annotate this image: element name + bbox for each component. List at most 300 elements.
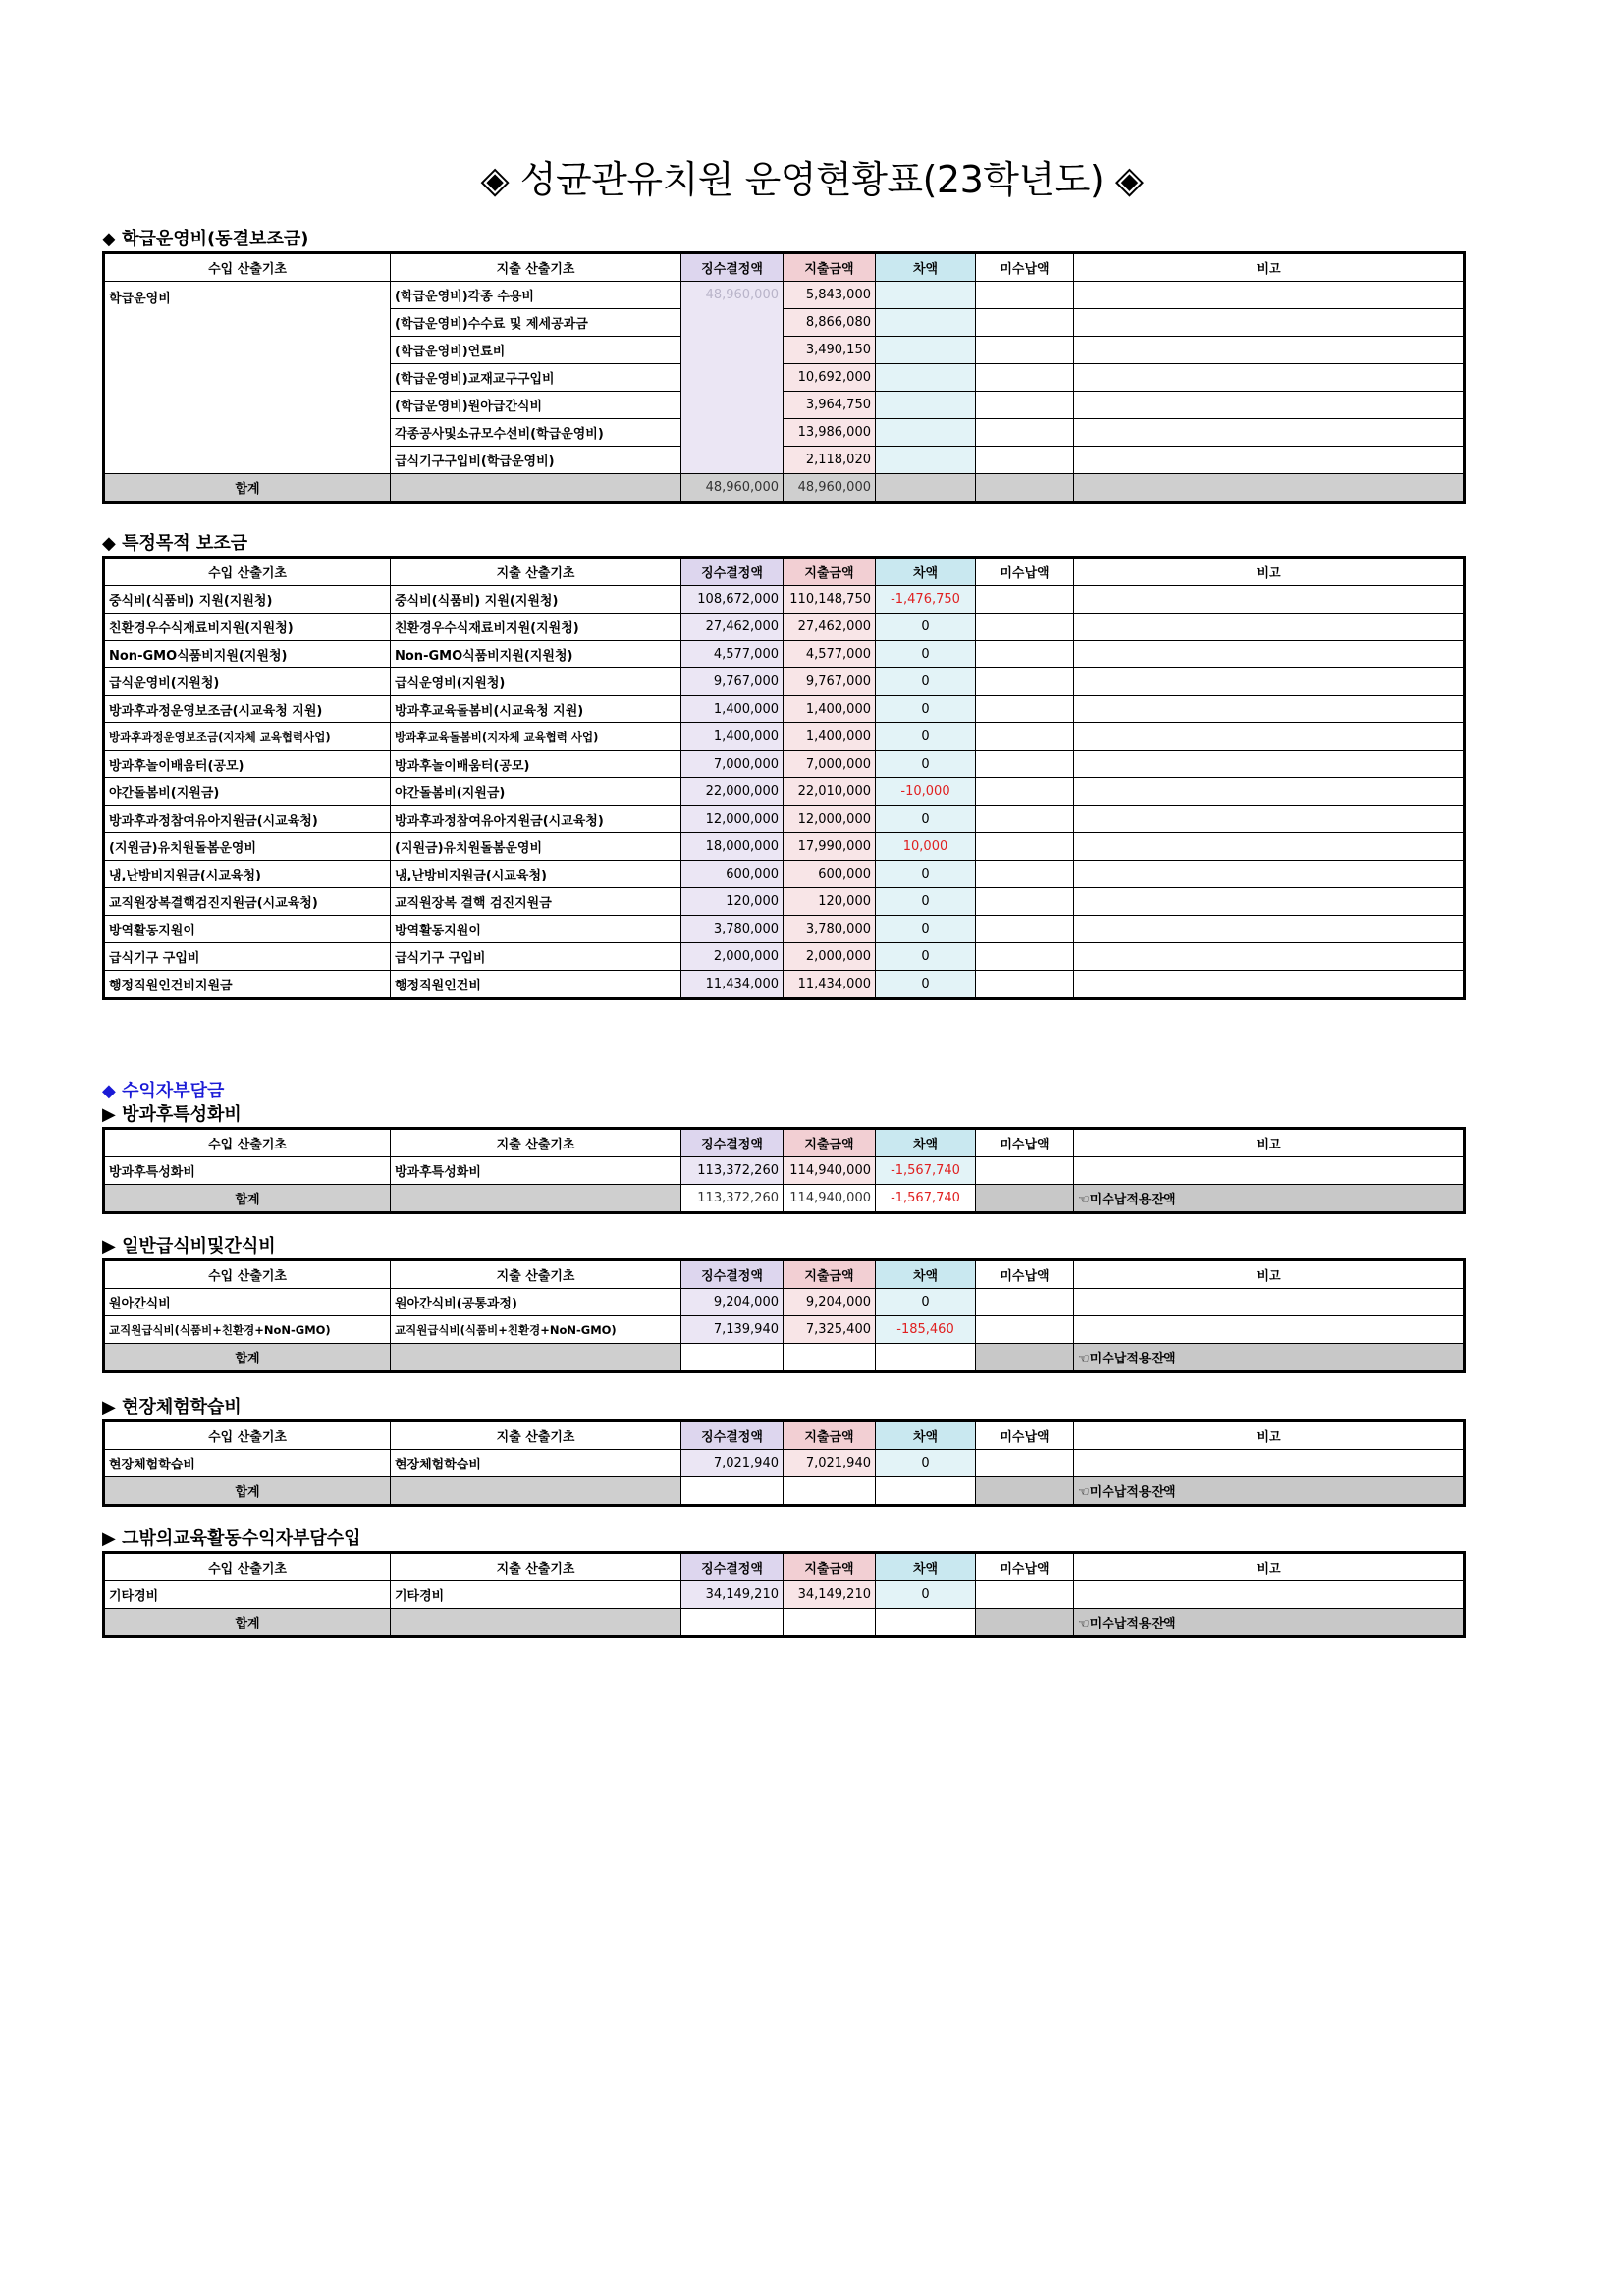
- note-cell: [1074, 614, 1465, 641]
- total-settled: [681, 1477, 784, 1506]
- settled-cell: 7,139,940: [681, 1316, 784, 1344]
- income-cell: 방과후과정운영보조금(지자체 교육협력사업): [104, 723, 391, 751]
- diff-cell: 0: [876, 861, 976, 888]
- spent-cell: 17,990,000: [784, 833, 876, 861]
- header-income: 수입 산출기초: [104, 1421, 391, 1450]
- diff-cell: 0: [876, 668, 976, 696]
- expense-cell: (학급운영비)교재교구구입비: [391, 364, 681, 392]
- income-cell: 냉,난방비지원금(시교육청): [104, 861, 391, 888]
- spent-cell: 3,490,150: [784, 337, 876, 364]
- subsection-other: [102, 1527, 1463, 1638]
- unpaid-cell: [976, 778, 1074, 806]
- total-row: [104, 1185, 1465, 1213]
- header-income: 수입 산출기초: [104, 1553, 391, 1581]
- header-unpaid: 미수납액: [976, 1129, 1074, 1157]
- meals-table: [102, 1258, 1466, 1373]
- header-spent: 지출금액: [784, 1421, 876, 1450]
- section-title: ◆ 특정목적 보조금: [102, 533, 248, 554]
- total-settled: 48,960,000: [681, 474, 784, 503]
- unpaid-cell: [976, 1450, 1074, 1477]
- note-cell: [1074, 888, 1465, 916]
- spent-cell: 22,010,000: [784, 778, 876, 806]
- table-row: [104, 668, 1465, 696]
- unpaid-cell: [976, 1316, 1074, 1344]
- expense-cell: 행정직원인건비: [391, 971, 681, 999]
- table-row: [104, 586, 1465, 614]
- expense-cell: 친환경우수식재료비지원(지원청): [391, 614, 681, 641]
- note-cell: [1074, 586, 1465, 614]
- unpaid-cell: [976, 723, 1074, 751]
- table-row: [104, 943, 1465, 971]
- diff-cell: [876, 419, 976, 447]
- income-cell: 방과후놀이배움터(공모): [104, 751, 391, 778]
- note-cell: [1074, 1581, 1465, 1609]
- unpaid-cell: [976, 833, 1074, 861]
- header-expense: 지출 산출기초: [391, 253, 681, 282]
- total-row: [104, 1477, 1465, 1506]
- section-title: ◆ 수익자부담금: [102, 1081, 225, 1101]
- diff-cell: 0: [876, 614, 976, 641]
- header-row: [104, 253, 1465, 282]
- header-note: 비고: [1074, 558, 1465, 586]
- income-cell: 급식운영비(지원청): [104, 668, 391, 696]
- income-cell: (지원금)유치원돌봄운영비: [104, 833, 391, 861]
- header-note: 비고: [1074, 1260, 1465, 1289]
- spent-cell: 3,964,750: [784, 392, 876, 419]
- header-diff: 차액: [876, 1260, 976, 1289]
- income-cell: 방역활동지원이: [104, 916, 391, 943]
- header-spent: 지출금액: [784, 253, 876, 282]
- unpaid-cell: [976, 614, 1074, 641]
- note-cell: [1074, 337, 1465, 364]
- income-cell: 방과후특성화비: [104, 1157, 391, 1185]
- subsection-title: ▶ 일반급식비및간식비: [102, 1236, 276, 1256]
- header-settled: 징수결정액: [681, 1260, 784, 1289]
- table-row: [104, 696, 1465, 723]
- unpaid-cell: [976, 1157, 1074, 1185]
- settled-cell: 4,577,000: [681, 641, 784, 668]
- settled-cell: 11,434,000: [681, 971, 784, 999]
- header-expense: 지출 산출기초: [391, 1553, 681, 1581]
- expense-cell: 급식기구구입비(학급운영비): [391, 447, 681, 474]
- total-expense-cell: [391, 1185, 681, 1213]
- table-row: [104, 751, 1465, 778]
- table-row: [104, 1289, 1465, 1316]
- expense-cell: 중식비(식품비) 지원(지원청): [391, 586, 681, 614]
- expense-cell: (학급운영비)원아급간식비: [391, 392, 681, 419]
- spent-cell: 4,577,000: [784, 641, 876, 668]
- diff-cell: 0: [876, 971, 976, 999]
- total-expense-cell: [391, 1344, 681, 1372]
- note-cell: [1074, 696, 1465, 723]
- diff-cell: 0: [876, 1450, 976, 1477]
- header-diff: 차액: [876, 1553, 976, 1581]
- spent-cell: 8,866,080: [784, 309, 876, 337]
- total-expense-cell: [391, 1477, 681, 1506]
- other-activities-table: [102, 1551, 1466, 1638]
- diff-cell: 0: [876, 1581, 976, 1609]
- spent-cell: 120,000: [784, 888, 876, 916]
- unpaid-cell: [976, 943, 1074, 971]
- unpaid-cell: [976, 309, 1074, 337]
- note-cell: [1074, 806, 1465, 833]
- total-expense-cell: [391, 1609, 681, 1637]
- note-cell: [1074, 833, 1465, 861]
- expense-cell: 교직원급식비(식품비+친환경+NoN-GMO): [391, 1316, 681, 1344]
- total-diff: -1,567,740: [876, 1185, 976, 1213]
- diff-cell: 10,000: [876, 833, 976, 861]
- unpaid-cell: [976, 447, 1074, 474]
- table-row: [104, 778, 1465, 806]
- total-settled: [681, 1609, 784, 1637]
- expense-cell: (학급운영비)연료비: [391, 337, 681, 364]
- income-cell: 행정직원인건비지원금: [104, 971, 391, 999]
- unpaid-note: ☜미수납적용잔액: [1074, 1185, 1465, 1213]
- settled-cell: 9,204,000: [681, 1289, 784, 1316]
- table-row: [104, 723, 1465, 751]
- class-operation-table: [102, 251, 1466, 504]
- unpaid-cell: [976, 392, 1074, 419]
- income-cell: 교직원장복결핵검진지원금(시교육청): [104, 888, 391, 916]
- total-label: 합계: [104, 1185, 391, 1213]
- total-settled: 113,372,260: [681, 1185, 784, 1213]
- income-cell: 방과후과정운영보조금(시교육청 지원): [104, 696, 391, 723]
- settled-cell: 22,000,000: [681, 778, 784, 806]
- total-spent: 114,940,000: [784, 1185, 876, 1213]
- settled-cell: 1,400,000: [681, 696, 784, 723]
- total-label: 합계: [104, 1344, 391, 1372]
- total-spent: [784, 1344, 876, 1372]
- total-diff: [876, 474, 976, 503]
- note-cell: [1074, 1289, 1465, 1316]
- expense-cell: 냉,난방비지원금(시교육청): [391, 861, 681, 888]
- header-income: 수입 산출기초: [104, 1129, 391, 1157]
- diff-cell: -1,567,740: [876, 1157, 976, 1185]
- diff-cell: 0: [876, 641, 976, 668]
- note-cell: [1074, 943, 1465, 971]
- total-settled: [681, 1344, 784, 1372]
- spent-cell: 5,843,000: [784, 282, 876, 309]
- settled-faint-value: 48,960,000: [705, 288, 779, 302]
- diff-cell: [876, 282, 976, 309]
- spent-cell: 2,118,020: [784, 447, 876, 474]
- header-expense: 지출 산출기초: [391, 1129, 681, 1157]
- table-row: [104, 833, 1465, 861]
- total-row: [104, 1609, 1465, 1637]
- expense-cell: (학급운영비)수수료 및 제세공과금: [391, 309, 681, 337]
- income-cell: 학급운영비: [104, 282, 391, 474]
- total-row: [104, 474, 1465, 503]
- unpaid-cell: [976, 668, 1074, 696]
- note-cell: [1074, 861, 1465, 888]
- unpaid-note: ☜미수납적용잔액: [1074, 1477, 1465, 1506]
- settled-cell: 34,149,210: [681, 1581, 784, 1609]
- section-class-operation: [102, 228, 1463, 504]
- header-row: [104, 1129, 1465, 1157]
- unpaid-cell: [976, 641, 1074, 668]
- settled-cell: 27,462,000: [681, 614, 784, 641]
- table-row: [104, 1450, 1465, 1477]
- unpaid-cell: [976, 971, 1074, 999]
- header-spent: 지출금액: [784, 1553, 876, 1581]
- table-row: [104, 282, 1465, 309]
- spent-cell: 3,780,000: [784, 916, 876, 943]
- table-row: [104, 861, 1465, 888]
- header-settled: 징수결정액: [681, 1129, 784, 1157]
- header-unpaid: 미수납액: [976, 1553, 1074, 1581]
- settled-cell: 7,021,940: [681, 1450, 784, 1477]
- spent-cell: 10,692,000: [784, 364, 876, 392]
- settled-cell: 108,672,000: [681, 586, 784, 614]
- settled-cell: 113,372,260: [681, 1157, 784, 1185]
- header-row: [104, 1553, 1465, 1581]
- income-cell: 방과후과정참여유아지원금(시교육청): [104, 806, 391, 833]
- header-spent: 지출금액: [784, 1260, 876, 1289]
- table-row: [104, 806, 1465, 833]
- unpaid-cell: [976, 888, 1074, 916]
- spent-cell: 114,940,000: [784, 1157, 876, 1185]
- header-spent: 지출금액: [784, 558, 876, 586]
- total-spent: 48,960,000: [784, 474, 876, 503]
- expense-cell: 급식운영비(지원청): [391, 668, 681, 696]
- note-cell: [1074, 1450, 1465, 1477]
- total-row: [104, 1344, 1465, 1372]
- expense-cell: 방과후교육돌봄비(지자체 교육협력 사업): [391, 723, 681, 751]
- total-diff: [876, 1344, 976, 1372]
- header-diff: 차액: [876, 1421, 976, 1450]
- diff-cell: 0: [876, 916, 976, 943]
- income-cell: 원아간식비: [104, 1289, 391, 1316]
- settled-cell: 12,000,000: [681, 806, 784, 833]
- header-settled: 징수결정액: [681, 558, 784, 586]
- note-cell: [1074, 668, 1465, 696]
- unpaid-cell: [976, 364, 1074, 392]
- table-row: [104, 916, 1465, 943]
- total-spent: [784, 1477, 876, 1506]
- income-cell: 중식비(식품비) 지원(지원청): [104, 586, 391, 614]
- total-unpaid: [976, 1344, 1074, 1372]
- diff-cell: [876, 337, 976, 364]
- expense-cell: 현장체험학습비: [391, 1450, 681, 1477]
- header-note: 비고: [1074, 1553, 1465, 1581]
- subsection-title: ▶ 그밖의교육활동수익자부담수입: [102, 1528, 361, 1549]
- settled-cell: 7,000,000: [681, 751, 784, 778]
- unpaid-cell: [976, 751, 1074, 778]
- diff-cell: 0: [876, 723, 976, 751]
- expense-cell: 방과후특성화비: [391, 1157, 681, 1185]
- total-unpaid: [976, 1477, 1074, 1506]
- income-cell: 친환경우수식재료비지원(지원청): [104, 614, 391, 641]
- header-row: [104, 1421, 1465, 1450]
- diff-cell: [876, 447, 976, 474]
- spent-cell: 1,400,000: [784, 723, 876, 751]
- total-note: [1074, 474, 1465, 503]
- total-unpaid: [976, 1609, 1074, 1637]
- expense-cell: 원아간식비(공통과정): [391, 1289, 681, 1316]
- unpaid-cell: [976, 696, 1074, 723]
- afterschool-table: [102, 1127, 1466, 1214]
- spent-cell: 11,434,000: [784, 971, 876, 999]
- note-cell: [1074, 392, 1465, 419]
- diff-cell: [876, 309, 976, 337]
- spent-cell: 2,000,000: [784, 943, 876, 971]
- unpaid-cell: [976, 419, 1074, 447]
- note-cell: [1074, 641, 1465, 668]
- total-expense-cell: [391, 474, 681, 503]
- expense-cell: (학급운영비)각종 수용비: [391, 282, 681, 309]
- header-settled: 징수결정액: [681, 1421, 784, 1450]
- settled-cell: 18,000,000: [681, 833, 784, 861]
- expense-cell: 방역활동지원이: [391, 916, 681, 943]
- header-settled: 징수결정액: [681, 1553, 784, 1581]
- header-note: 비고: [1074, 1421, 1465, 1450]
- note-cell: [1074, 419, 1465, 447]
- header-unpaid: 미수납액: [976, 1421, 1074, 1450]
- note-cell: [1074, 916, 1465, 943]
- unpaid-note: ☜미수납적용잔액: [1074, 1344, 1465, 1372]
- expense-cell: (지원금)유치원돌봄운영비: [391, 833, 681, 861]
- diff-cell: -10,000: [876, 778, 976, 806]
- header-unpaid: 미수납액: [976, 253, 1074, 282]
- settled-cell: 1,400,000: [681, 723, 784, 751]
- total-label: 합계: [104, 1609, 391, 1637]
- total-diff: [876, 1609, 976, 1637]
- header-income: 수입 산출기초: [104, 1260, 391, 1289]
- subsection-afterschool: [102, 1103, 1463, 1214]
- unpaid-cell: [976, 916, 1074, 943]
- income-cell: Non-GMO식품비지원(지원청): [104, 641, 391, 668]
- spent-cell: 27,462,000: [784, 614, 876, 641]
- subsection-meals: [102, 1235, 1463, 1373]
- note-cell: [1074, 447, 1465, 474]
- unpaid-cell: [976, 337, 1074, 364]
- header-unpaid: 미수납액: [976, 1260, 1074, 1289]
- total-unpaid: [976, 474, 1074, 503]
- header-income: 수입 산출기초: [104, 558, 391, 586]
- spent-cell: 110,148,750: [784, 586, 876, 614]
- spent-cell: 34,149,210: [784, 1581, 876, 1609]
- note-cell: [1074, 723, 1465, 751]
- table-row: [104, 1316, 1465, 1344]
- unpaid-cell: [976, 1289, 1074, 1316]
- spent-cell: 7,021,940: [784, 1450, 876, 1477]
- spent-cell: 9,204,000: [784, 1289, 876, 1316]
- diff-cell: [876, 392, 976, 419]
- settled-cell: [681, 282, 784, 474]
- expense-cell: 급식기구 구입비: [391, 943, 681, 971]
- note-cell: [1074, 1157, 1465, 1185]
- header-diff: 차액: [876, 558, 976, 586]
- diff-cell: -1,476,750: [876, 586, 976, 614]
- header-note: 비고: [1074, 253, 1465, 282]
- expense-cell: 방과후교육돌봄비(시교육청 지원): [391, 696, 681, 723]
- section-beneficiary-charges: [102, 1080, 1463, 1103]
- diff-cell: 0: [876, 806, 976, 833]
- diff-cell: 0: [876, 751, 976, 778]
- header-diff: 차액: [876, 1129, 976, 1157]
- income-cell: 현장체험학습비: [104, 1450, 391, 1477]
- settled-cell: 2,000,000: [681, 943, 784, 971]
- header-diff: 차액: [876, 253, 976, 282]
- income-cell: 야간돌봄비(지원금): [104, 778, 391, 806]
- unpaid-cell: [976, 282, 1074, 309]
- header-settled: 징수결정액: [681, 253, 784, 282]
- diff-cell: 0: [876, 696, 976, 723]
- spent-cell: 1,400,000: [784, 696, 876, 723]
- page-title: ◈ 성균관유치원 운영현황표(23학년도) ◈: [480, 158, 1144, 201]
- field-trip-table: [102, 1419, 1466, 1507]
- settled-cell: 600,000: [681, 861, 784, 888]
- special-subsidy-table: [102, 556, 1466, 1000]
- header-row: [104, 558, 1465, 586]
- spent-cell: 12,000,000: [784, 806, 876, 833]
- total-diff: [876, 1477, 976, 1506]
- subsection-field-trip: [102, 1396, 1463, 1507]
- expense-cell: Non-GMO식품비지원(지원청): [391, 641, 681, 668]
- note-cell: [1074, 971, 1465, 999]
- table-row: [104, 641, 1465, 668]
- total-label: 합계: [104, 1477, 391, 1506]
- header-row: [104, 1260, 1465, 1289]
- total-label: 합계: [104, 474, 391, 503]
- table-row: [104, 614, 1465, 641]
- note-cell: [1074, 309, 1465, 337]
- header-expense: 지출 산출기초: [391, 1421, 681, 1450]
- section-special-subsidy: [102, 532, 1463, 1000]
- settled-cell: 120,000: [681, 888, 784, 916]
- spent-cell: 13,986,000: [784, 419, 876, 447]
- table-row: [104, 1157, 1465, 1185]
- header-income: 수입 산출기초: [104, 253, 391, 282]
- spent-cell: 7,325,400: [784, 1316, 876, 1344]
- table-row: [104, 1581, 1465, 1609]
- spent-cell: 9,767,000: [784, 668, 876, 696]
- income-cell: 교직원급식비(식품비+친환경+NoN-GMO): [104, 1316, 391, 1344]
- subsection-title: ▶ 방과후특성화비: [102, 1104, 242, 1125]
- spent-cell: 7,000,000: [784, 751, 876, 778]
- diff-cell: 0: [876, 943, 976, 971]
- diff-cell: 0: [876, 1289, 976, 1316]
- unpaid-cell: [976, 806, 1074, 833]
- diff-cell: [876, 364, 976, 392]
- note-cell: [1074, 751, 1465, 778]
- note-cell: [1074, 364, 1465, 392]
- total-unpaid: [976, 1185, 1074, 1213]
- header-unpaid: 미수납액: [976, 558, 1074, 586]
- expense-cell: 각종공사및소규모수선비(학급운영비): [391, 419, 681, 447]
- unpaid-cell: [976, 586, 1074, 614]
- settled-cell: 3,780,000: [681, 916, 784, 943]
- settled-cell: 9,767,000: [681, 668, 784, 696]
- unpaid-note: ☜미수납적용잔액: [1074, 1609, 1465, 1637]
- note-cell: [1074, 778, 1465, 806]
- note-cell: [1074, 282, 1465, 309]
- expense-cell: 교직원장복 결핵 검진지원금: [391, 888, 681, 916]
- subsection-title: ▶ 현장체험학습비: [102, 1397, 242, 1417]
- header-note: 비고: [1074, 1129, 1465, 1157]
- expense-cell: 방과후놀이배움터(공모): [391, 751, 681, 778]
- income-cell: 기타경비: [104, 1581, 391, 1609]
- section-title: ◆ 학급운영비(동결보조금): [102, 229, 309, 249]
- expense-cell: 방과후과정참여유아지원금(시교육청): [391, 806, 681, 833]
- total-spent: [784, 1609, 876, 1637]
- expense-cell: 야간돌봄비(지원금): [391, 778, 681, 806]
- table-row: [104, 971, 1465, 999]
- diff-cell: 0: [876, 888, 976, 916]
- unpaid-cell: [976, 1581, 1074, 1609]
- table-row: [104, 888, 1465, 916]
- header-spent: 지출금액: [784, 1129, 876, 1157]
